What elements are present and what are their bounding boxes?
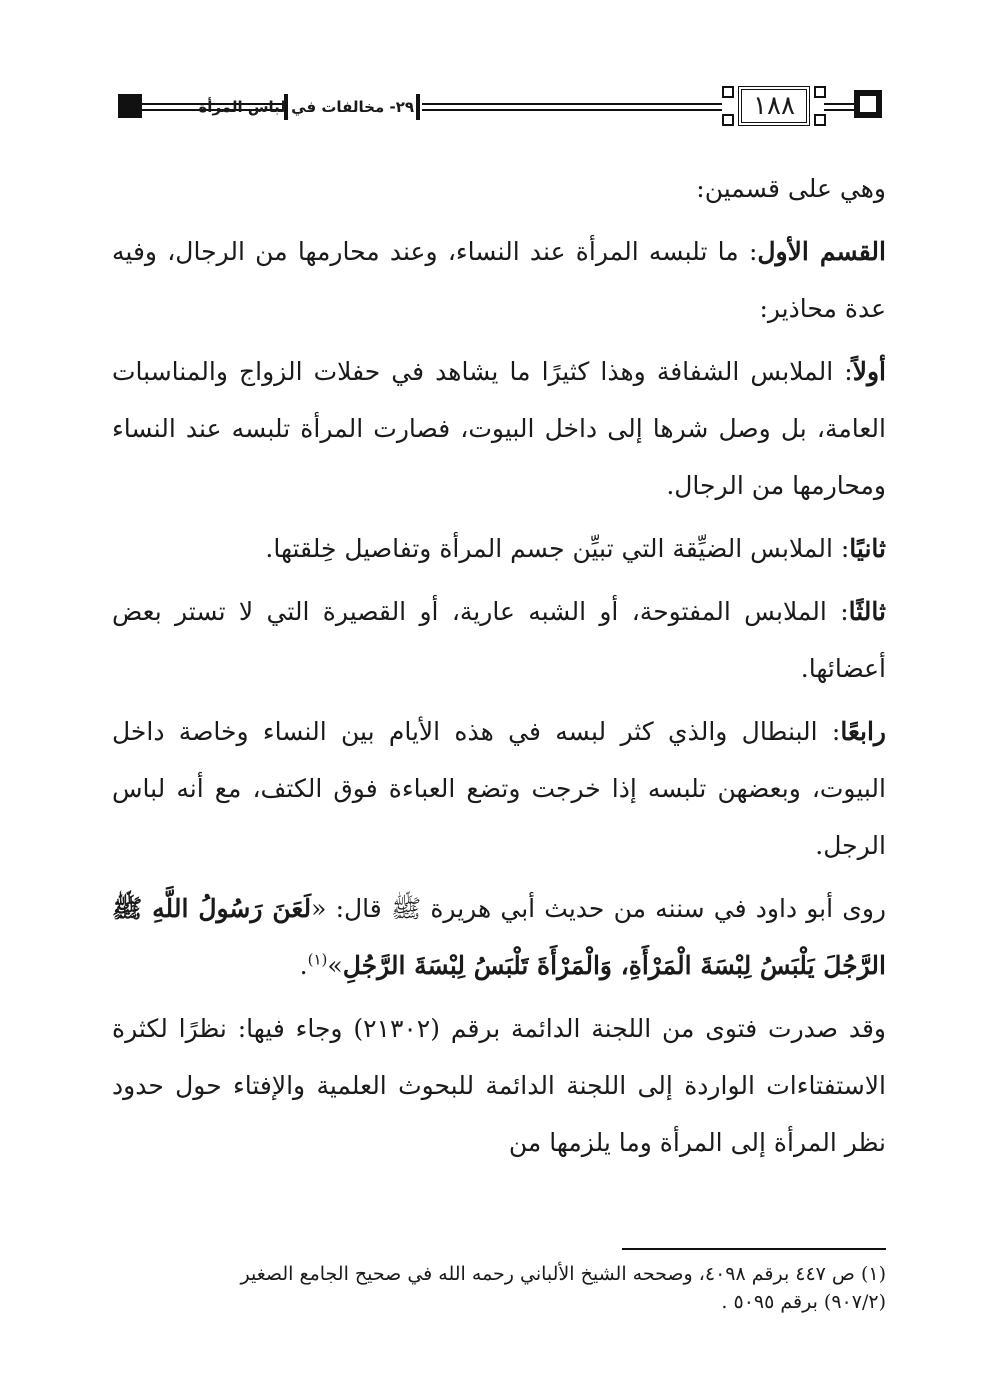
frame-corner-ornament — [722, 114, 734, 126]
paragraph — [112, 223, 886, 337]
frame-corner-ornament — [814, 86, 826, 98]
footnote — [112, 1260, 886, 1316]
paragraph — [112, 160, 886, 217]
quote-close: » — [327, 951, 343, 980]
paragraph — [112, 520, 886, 577]
item-lead: ثالثًا — [848, 597, 886, 626]
frame-corner-ornament — [722, 86, 734, 98]
paragraph — [112, 880, 886, 994]
paragraph-text: روى أبو داود في سننه من حديث أبي هريرة ﷺ قال: « — [311, 894, 886, 923]
paragraph — [112, 343, 886, 514]
hadith-quote: لَعَنَ رَسُولُ اللَّهِ ﷺ الرَّجُلَ يَلْبَسُ لِبْسَةَ الْمَرْأَةِ، وَالْمَرْأَةَ تَلْبَسُ لِبْسَةَ الرَّجُلِ — [112, 894, 886, 980]
footnote-line: (١) ص ٤٤٧ برقم ٤٠٩٨، وصححه الشيخ الألباني رحمه الله في صحيح الجامع الصغير — [240, 1263, 886, 1285]
frame-corner-ornament — [814, 114, 826, 126]
paragraph-text: : الملابس الضيِّقة التي تبيِّن جسم المرأة وتفاصيل خِلقتها. — [265, 534, 850, 563]
footnote-line: (٩٠٧/٢) برقم ٥٠٩٥ . — [721, 1291, 886, 1313]
header-square-ornament — [118, 94, 142, 118]
paragraph-text: وهي على قسمين: — [696, 174, 886, 203]
paragraph — [112, 1000, 886, 1171]
item-lead: رابعًا — [840, 717, 886, 746]
section-lead: القسم الأول — [757, 237, 886, 266]
paragraph-text: : الملابس الشفافة وهذا كثيرًا ما يشاهد في حفلات الزواج والمناسبات العامة، بل وصل شرها إلى داخل البيوت، فصارت المرأة تلبسه عند النساء ومحارمها من الرجال. — [112, 357, 886, 500]
page-header — [112, 84, 890, 130]
paragraph-text: : ما تلبسه المرأة عند النساء، وعند محارمها من الرجال، وفيه عدة محاذير: — [112, 237, 886, 323]
footnote-separator — [622, 1248, 886, 1250]
header-rule — [824, 103, 854, 111]
header-bar — [416, 94, 420, 120]
header-square-ornament — [854, 90, 882, 118]
header-rule — [422, 103, 722, 111]
item-lead: ثانيًا — [849, 534, 886, 563]
chapter-title: ٢٩- مخالفات في لباس المرأة — [198, 98, 414, 116]
paragraph-text: : البنطال والذي كثر لبسه في هذه الأيام بين النساء وخاصة داخل البيوت، وبعضهن تلبسه إذا خرجت وتضع العباءة فوق الكتف، مع أنه لباس الرجل. — [112, 717, 886, 860]
paragraph-end: . — [299, 951, 308, 980]
body-text — [112, 160, 886, 1177]
page-number: ١٨٨ — [753, 91, 795, 121]
paragraph — [112, 583, 886, 697]
item-lead: أولاً — [852, 357, 886, 386]
paragraph-text: وقد صدرت فتوى من اللجنة الدائمة برقم (٢١٣٠٢) وجاء فيها: نظرًا لكثرة الاستفتاءات الواردة إلى اللجنة الدائمة للبحوث العلمية والإفتاء حول حدود نظر المرأة إلى المرأة وما يلزمها من — [112, 1014, 886, 1157]
paragraph-text: : الملابس المفتوحة، أو الشبه عارية، أو القصيرة التي لا تستر بعض أعضائها. — [112, 597, 886, 683]
footnote-ref[interactable]: (١) — [307, 950, 328, 969]
paragraph — [112, 703, 886, 874]
